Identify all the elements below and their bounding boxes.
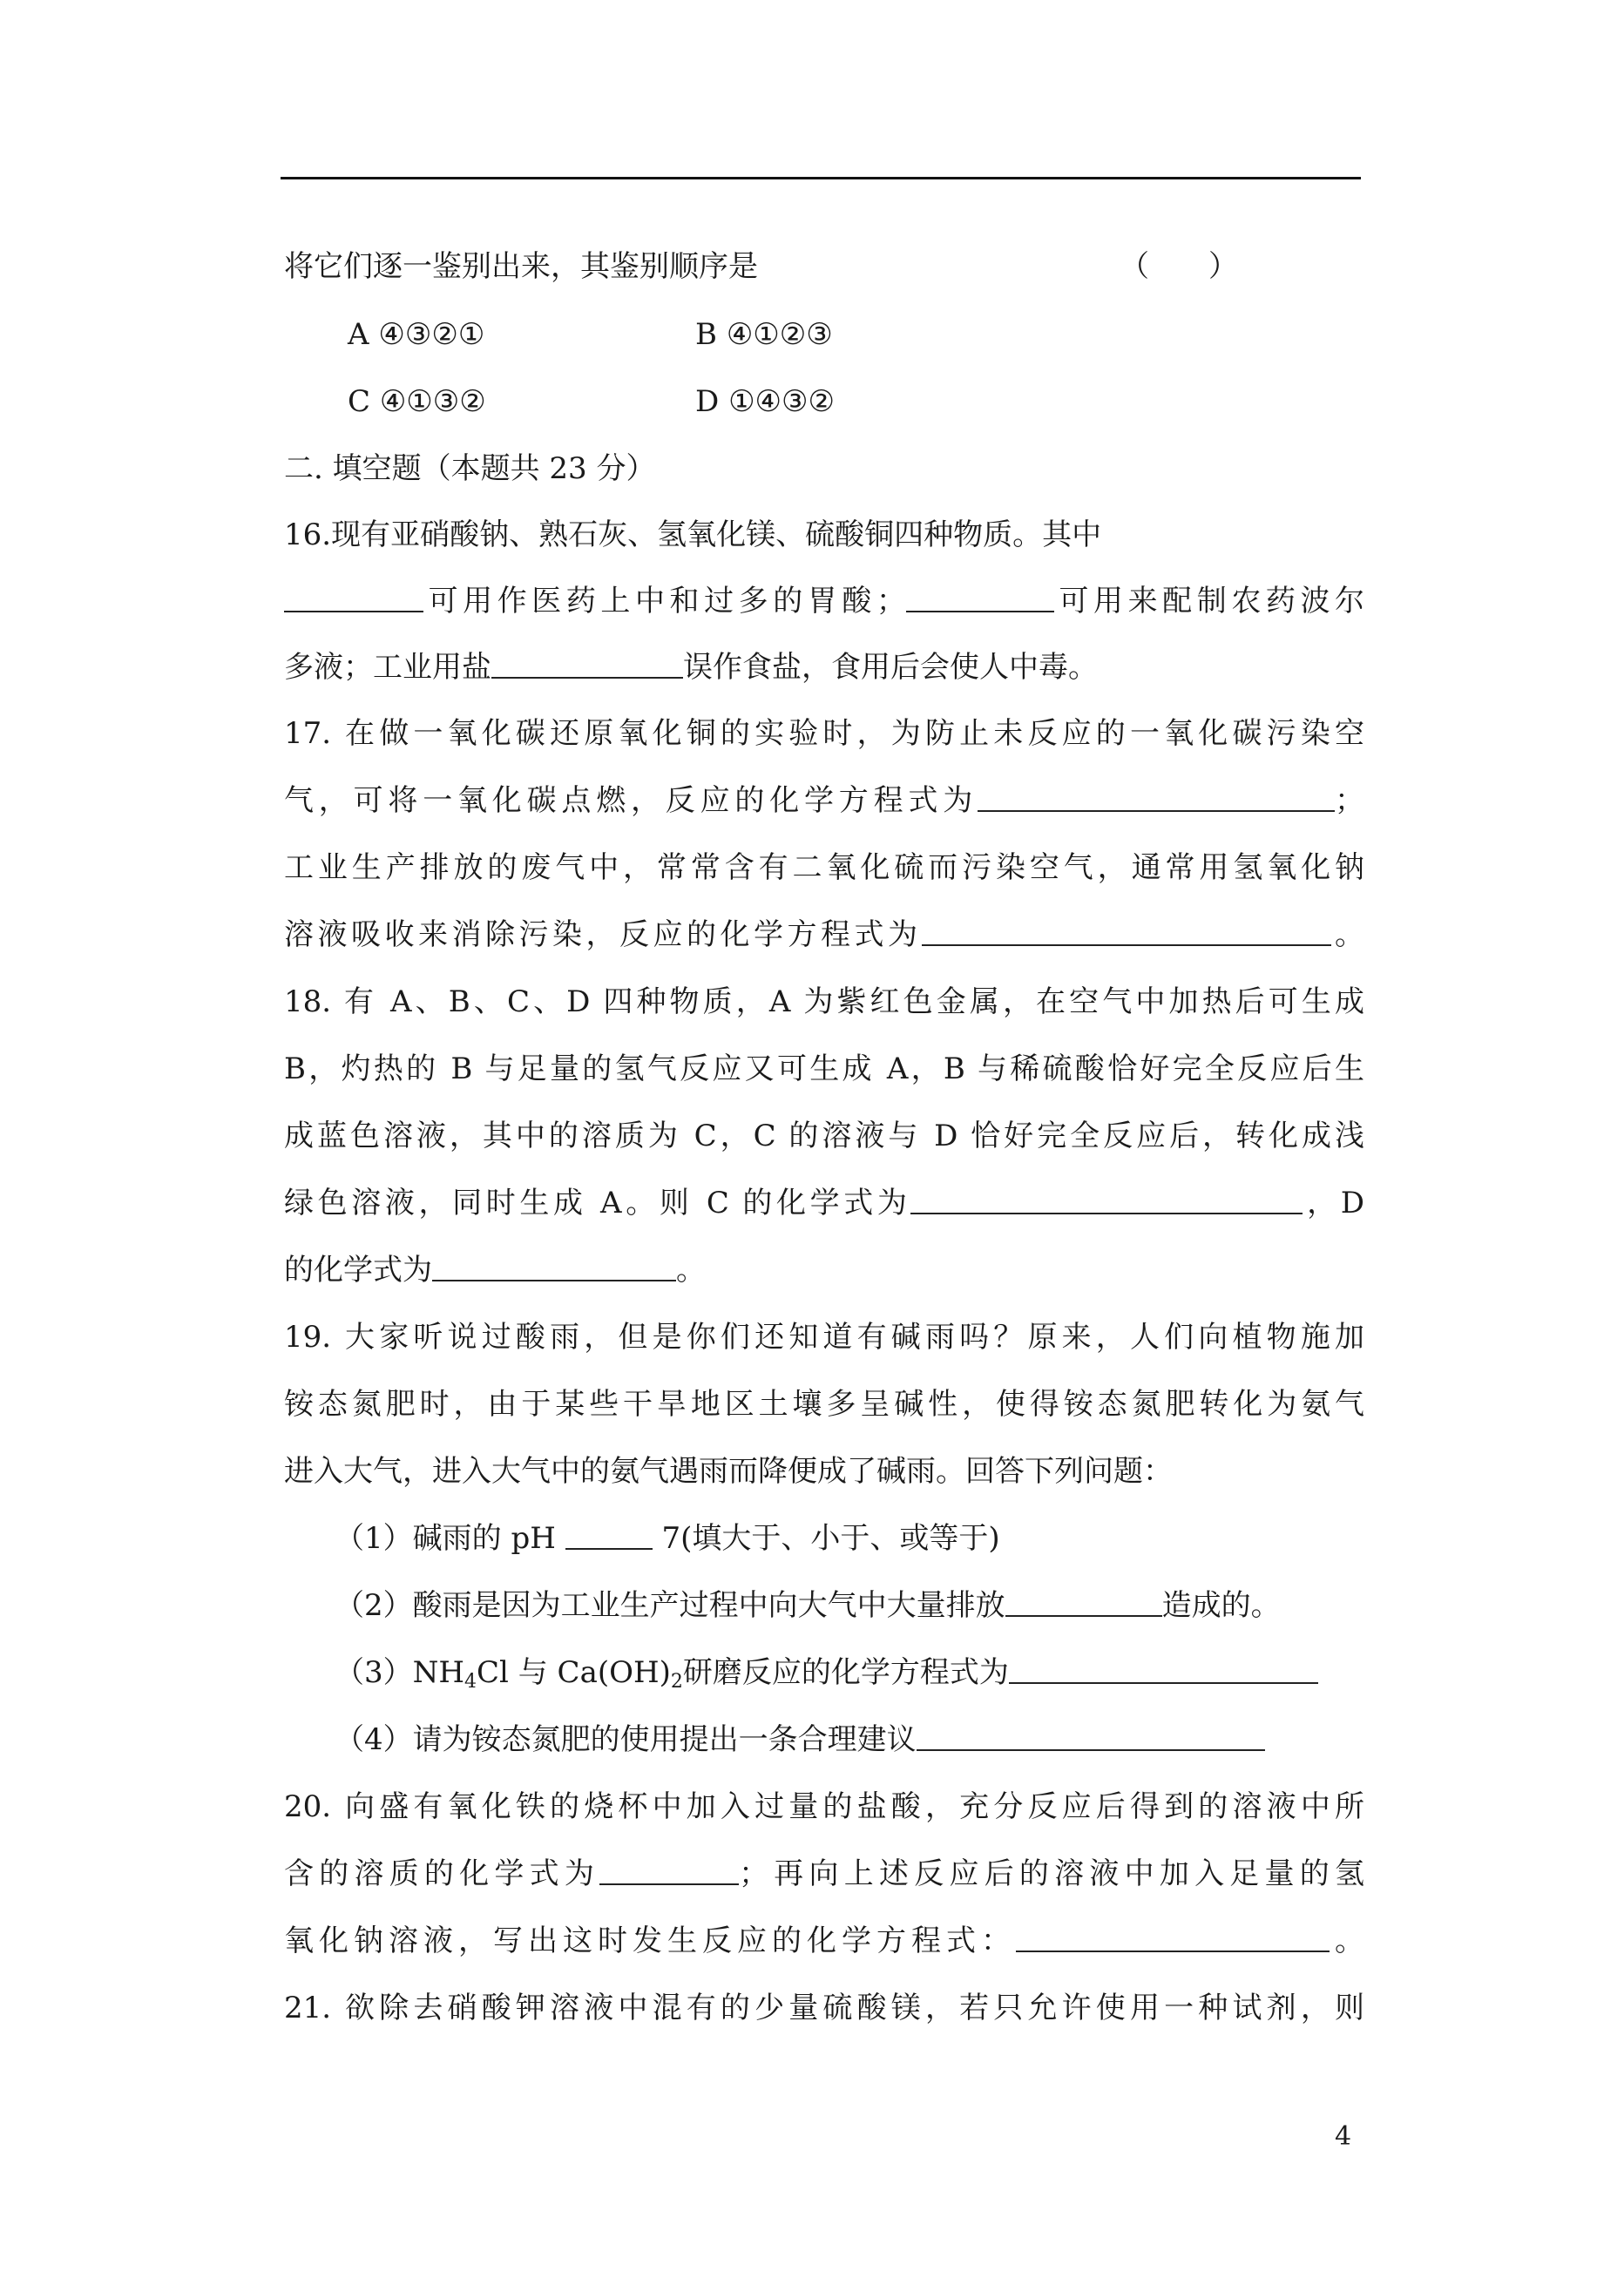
- q18-line-3: 成蓝色溶液，其中的溶质为 C，C 的溶液与 D 恰好完全反应后，转化成浅: [284, 1119, 1364, 1153]
- q18-blank-2[interactable]: [432, 1254, 676, 1281]
- q17-line-1: 17. 在做一氧化碳还原氧化铜的实验时，为防止未反应的一氧化碳污染空: [284, 716, 1364, 751]
- q19-blank-1[interactable]: [565, 1522, 653, 1550]
- q21-line-1: 21. 欲除去硝酸钾溶液中混有的少量硫酸镁，若只允许使用一种试剂，则: [284, 1991, 1364, 2025]
- q19-blank-4[interactable]: [917, 1723, 1265, 1751]
- q18-blank-1[interactable]: [910, 1187, 1303, 1214]
- q19-part-3: $(3)NH_4Cl$ 与 $Ca(OH)_2$研磨反应的化学方程式为: [335, 1655, 1415, 1690]
- q15-option-d: D ①④③②: [695, 384, 835, 419]
- q18-line-4: 绿色溶液，同时生成 A。则 C 的化学式为 ，D: [284, 1186, 1364, 1220]
- q18-line-2: B，灼热的 B 与足量的氢气反应又可生成 A，B 与稀硫酸恰好完全反应后生: [284, 1051, 1364, 1086]
- q15-answer-paren: （ ）: [1120, 249, 1238, 284]
- q16-line-3: 多液；工业用盐 误作食盐，食用后会使人中毒。: [284, 650, 1098, 685]
- q16-blank-3[interactable]: [491, 651, 683, 679]
- q16-line-1: 16.现有亚硝酸钠、熟石灰、氢氧化镁、硫酸铜四种物质。其中: [284, 517, 1102, 552]
- q20-line-2: 含的溶质的化学式为 ；再向上述反应后的溶液中加入足量的氢: [284, 1856, 1364, 1891]
- q19-line-3: 进入大气，进入大气中的氨气遇雨而降便成了碱雨。回答下列问题：: [284, 1454, 1173, 1489]
- q19-part-1: （1）碱雨的 pH 7(填大于、小于、或等于): [335, 1521, 1000, 1556]
- section-title: 二. 填空题（本题共 23 分）: [284, 451, 656, 486]
- q20-line-1: 20. 向盛有氧化铁的烧杯中加入过量的盐酸，充分反应后得到的溶液中所: [284, 1789, 1364, 1824]
- q15-option-c: C ④①③②: [348, 384, 486, 419]
- page-number: 4: [1335, 2121, 1352, 2152]
- q19-part-2: （2）酸雨是因为工业生产过程中向大气中大量排放 造成的。: [335, 1588, 1281, 1623]
- header-rule: [281, 177, 1361, 179]
- q17-blank-1[interactable]: [978, 784, 1335, 812]
- q20-blank-2[interactable]: [1016, 1924, 1330, 1952]
- q16-blank-1[interactable]: [284, 585, 423, 612]
- q20-line-3: 氧化钠溶液，写出这时发生反应的化学方程式： 。: [284, 1924, 1364, 1958]
- q18-line-1: 18. 有 A、B、C、D 四种物质，A 为紫红色金属，在空气中加热后可生成: [284, 984, 1364, 1019]
- q17-line-4: 溶液吸收来消除污染，反应的化学方程式为 。: [284, 917, 1364, 952]
- q15-stem-tail: 将它们逐一鉴别出来，其鉴别顺序是: [284, 249, 758, 284]
- q17-blank-2[interactable]: [922, 918, 1331, 946]
- q15-option-a: A ④③②①: [348, 317, 485, 352]
- q16-line-2: 可用作医药上中和过多的胃酸； 可用来配制农药波尔: [284, 584, 1364, 619]
- q17-line-2: 气，可将一氧化碳点燃，反应的化学方程式为 ；: [284, 783, 1364, 818]
- q15-option-b: B ④①②③: [695, 317, 833, 352]
- q19-part-4: （4）请为铵态氮肥的使用提出一条合理建议: [335, 1722, 1415, 1757]
- q19-line-1: 19. 大家听说过酸雨，但是你们还知道有碱雨吗？原来，人们向植物施加: [284, 1320, 1364, 1355]
- q19-blank-3[interactable]: [1009, 1656, 1318, 1684]
- q17-line-3: 工业生产排放的废气中，常常含有二氧化硫而污染空气，通常用氢氧化钠: [284, 850, 1364, 885]
- q16-blank-2[interactable]: [906, 585, 1054, 612]
- q18-line-5: 的化学式为 。: [284, 1253, 706, 1288]
- q19-line-2: 铵态氮肥时，由于某些干旱地区土壤多呈碱性，使得铵态氮肥转化为氨气: [284, 1387, 1364, 1422]
- q20-blank-1[interactable]: [599, 1857, 739, 1885]
- q19-blank-2[interactable]: [1005, 1589, 1162, 1617]
